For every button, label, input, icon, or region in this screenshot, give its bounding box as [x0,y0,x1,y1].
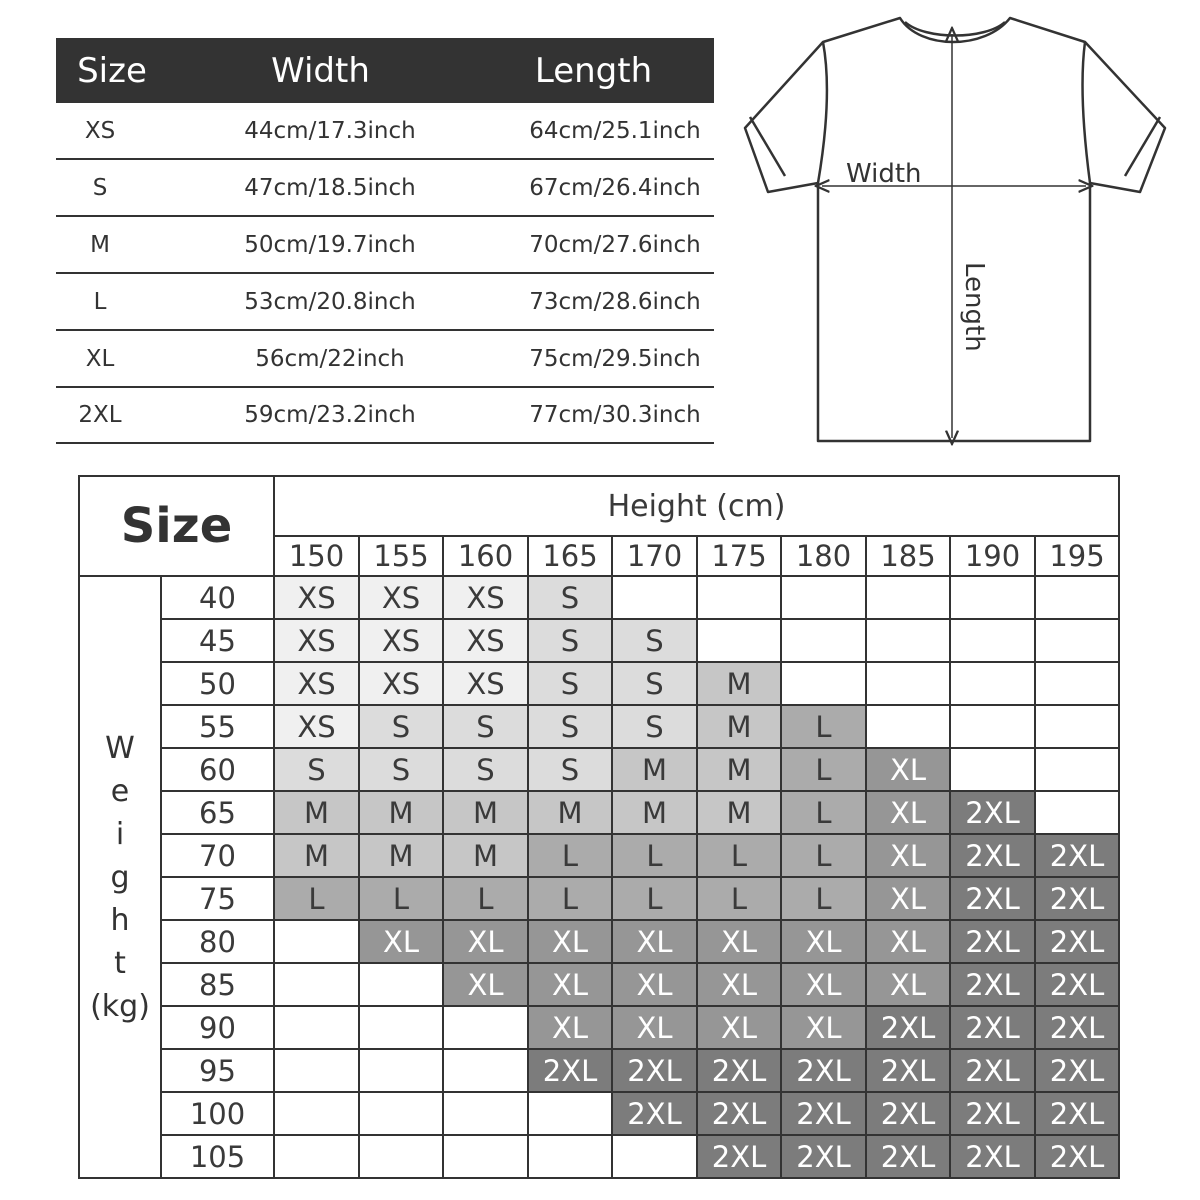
size-cell: M [443,791,528,834]
size-cell [359,963,443,1006]
weight-value: 60 [161,748,274,791]
row-length: 73cm/28.6inch [529,288,701,315]
size-cell [866,576,950,619]
size-cell: 2XL [1035,1049,1119,1092]
weight-label-char: t [114,945,126,981]
height-value: 195 [1035,536,1119,576]
height-value: 190 [950,536,1035,576]
size-cell: 2XL [697,1092,781,1135]
size-cell: S [528,576,612,619]
size-cell: XS [274,619,359,662]
measurement-row [56,274,714,331]
measurement-row [56,331,714,388]
size-cell [443,1006,528,1049]
size-cell [781,619,866,662]
size-cell: XL [528,963,612,1006]
weight-value: 85 [161,963,274,1006]
size-cell: 2XL [528,1049,612,1092]
size-cell: 2XL [781,1092,866,1135]
size-cell: L [612,834,697,877]
size-cell: 2XL [612,1049,697,1092]
size-cell: XL [443,920,528,963]
size-cell: 2XL [950,920,1035,963]
size-cell: S [528,748,612,791]
size-cell: L [781,877,866,920]
size-cell: 2XL [1035,963,1119,1006]
size-cell: 2XL [1035,1006,1119,1049]
size-cell: 2XL [1035,1092,1119,1135]
size-cell: XL [528,1006,612,1049]
size-cell [274,1092,359,1135]
size-cell [950,662,1035,705]
size-cell: XS [274,705,359,748]
size-cell [866,662,950,705]
row-width: 56cm/22inch [255,345,405,372]
size-cell: L [781,705,866,748]
height-value: 155 [359,536,443,576]
measurement-row [56,217,714,274]
row-length: 70cm/27.6inch [529,231,701,258]
size-cell: 2XL [697,1135,781,1178]
weight-row [79,1092,1119,1135]
weight-value: 45 [161,619,274,662]
weight-value: 95 [161,1049,274,1092]
weight-value: 100 [161,1092,274,1135]
size-cell: XL [781,963,866,1006]
weight-row [79,576,1119,619]
size-cell: L [697,834,781,877]
size-cell: 2XL [950,1135,1035,1178]
row-size: XS [84,117,116,144]
size-cell: M [359,834,443,877]
size-cell: L [528,834,612,877]
size-cell [781,662,866,705]
size-cell: XS [443,619,528,662]
size-cell: M [697,791,781,834]
size-cell: XS [359,576,443,619]
weight-label [79,576,161,1178]
size-cell: XL [612,963,697,1006]
size-cell [274,1006,359,1049]
size-cell: M [697,748,781,791]
size-cell [528,1092,612,1135]
weight-value: 40 [161,576,274,619]
weight-label-char: (kg) [90,988,150,1024]
size-cell: 2XL [781,1049,866,1092]
size-cell: XL [781,1006,866,1049]
size-cell: L [781,791,866,834]
size-cell: S [359,748,443,791]
size-cell [359,1135,443,1178]
row-size: 2XL [78,402,122,428]
height-title: Height (cm) [274,476,1119,536]
weight-row [79,662,1119,705]
size-cell: 2XL [950,1006,1035,1049]
size-cell: M [528,791,612,834]
height-value: 180 [781,536,866,576]
row-size: L [93,288,107,315]
size-cell [528,1135,612,1178]
size-cell [274,963,359,1006]
size-chart-corner: Size [79,476,274,576]
size-cell: XL [866,963,950,1006]
size-cell: XL [866,877,950,920]
size-cell: L [612,877,697,920]
size-cell [443,1092,528,1135]
height-value: 170 [612,536,697,576]
header-width: Width [271,50,370,91]
size-cell: L [359,877,443,920]
size-cell: L [697,877,781,920]
size-cell: 2XL [950,963,1035,1006]
size-cell: S [274,748,359,791]
row-size: XL [85,345,115,372]
size-cell [1035,576,1119,619]
width-label: Width [846,159,922,189]
size-cell: 2XL [612,1092,697,1135]
size-cell: M [274,791,359,834]
size-cell [359,1092,443,1135]
row-length: 64cm/25.1inch [529,117,701,144]
weight-value: 70 [161,834,274,877]
size-cell: 2XL [950,877,1035,920]
size-cell: XL [697,1006,781,1049]
size-cell: 2XL [781,1135,866,1178]
tshirt-diagram [740,12,1170,452]
size-cell: S [528,662,612,705]
weight-value: 55 [161,705,274,748]
weight-row [79,705,1119,748]
weight-label-char: e [110,773,130,809]
size-cell [359,1006,443,1049]
size-cell: M [359,791,443,834]
size-cell [274,920,359,963]
measurement-rows [56,103,714,444]
tshirt-outline [745,18,1165,441]
weight-row [79,1135,1119,1178]
weight-value: 80 [161,920,274,963]
weight-row [79,834,1119,877]
row-length: 77cm/30.3inch [529,402,701,428]
length-label: Length [959,262,989,352]
size-cell: S [612,662,697,705]
size-cell: M [443,834,528,877]
size-cell: XS [443,576,528,619]
row-width: 59cm/23.2inch [244,402,416,428]
size-cell [1035,748,1119,791]
size-cell [1035,791,1119,834]
size-cell: 2XL [950,791,1035,834]
weight-row [79,791,1119,834]
row-size: M [90,231,110,258]
size-cell: 2XL [697,1049,781,1092]
weight-value: 50 [161,662,274,705]
size-cell [950,705,1035,748]
size-cell [359,1049,443,1092]
size-cell: L [781,834,866,877]
size-cell [697,576,781,619]
size-cell: 2XL [1035,1135,1119,1178]
measurement-row [56,160,714,217]
measurement-table [56,38,714,444]
size-cell: L [528,877,612,920]
size-cell: M [612,748,697,791]
size-cell: XL [866,748,950,791]
size-cell: XL [866,920,950,963]
size-cell [866,619,950,662]
height-value: 160 [443,536,528,576]
weight-label-char: g [110,859,130,895]
size-cell: M [612,791,697,834]
size-cell: XL [612,1006,697,1049]
size-cell [274,1049,359,1092]
size-cell: XS [443,662,528,705]
size-cell: M [697,705,781,748]
size-cell: 2XL [1035,877,1119,920]
size-cell [950,748,1035,791]
weight-row [79,619,1119,662]
size-cell: XL [866,834,950,877]
size-cell [950,619,1035,662]
size-cell: XS [359,619,443,662]
size-cell [1035,619,1119,662]
weight-row [79,1006,1119,1049]
size-chart [78,475,1120,1179]
size-cell: XL [697,920,781,963]
size-cell: M [697,662,781,705]
size-cell: 2XL [1035,920,1119,963]
size-cell: 2XL [950,1049,1035,1092]
size-cell: XL [359,920,443,963]
size-cell [1035,705,1119,748]
size-cell: L [443,877,528,920]
weight-value: 75 [161,877,274,920]
weight-label-char: i [115,816,125,852]
weight-value: 65 [161,791,274,834]
row-width: 50cm/19.7inch [244,231,416,258]
size-cell: 2XL [866,1135,950,1178]
size-cell: XL [781,920,866,963]
measurement-row [56,388,714,444]
size-cell: XS [274,662,359,705]
size-cell: S [443,748,528,791]
weight-label-char: W [105,730,135,766]
size-cell [697,619,781,662]
size-cell: XL [443,963,528,1006]
size-cell: S [359,705,443,748]
header-length: Length [534,50,653,91]
size-cell: S [528,705,612,748]
row-width: 53cm/20.8inch [244,288,416,315]
height-value: 165 [528,536,612,576]
weight-row [79,1049,1119,1092]
measurement-table-header [56,38,714,103]
size-cell [443,1135,528,1178]
row-size: S [92,174,108,201]
size-cell: 2XL [1035,834,1119,877]
row-width: 44cm/17.3inch [244,117,416,144]
height-value: 185 [866,536,950,576]
size-cell [443,1049,528,1092]
size-cell [1035,662,1119,705]
size-cell: S [443,705,528,748]
size-cell: L [274,877,359,920]
size-cell: 2XL [950,834,1035,877]
size-cell: XL [866,791,950,834]
size-cell: S [612,705,697,748]
size-cell [612,576,697,619]
height-value: 150 [274,536,359,576]
row-length: 75cm/29.5inch [529,345,701,372]
weight-row [79,748,1119,791]
measurement-row [56,103,714,160]
size-cell: M [274,834,359,877]
row-length: 67cm/26.4inch [529,174,701,201]
size-cell [950,576,1035,619]
weight-row [79,963,1119,1006]
height-value: 175 [697,536,781,576]
weight-value: 90 [161,1006,274,1049]
size-cell: XS [359,662,443,705]
size-cell: 2XL [866,1092,950,1135]
size-cell: L [781,748,866,791]
row-width: 47cm/18.5inch [244,174,416,201]
size-cell [612,1135,697,1178]
size-cell: 2XL [866,1049,950,1092]
size-cell: XL [528,920,612,963]
size-cell: S [612,619,697,662]
size-cell [781,576,866,619]
size-cell [274,1135,359,1178]
header-size: Size [77,50,147,91]
size-cell: 2XL [950,1092,1035,1135]
size-cell: XL [697,963,781,1006]
size-cell: XS [274,576,359,619]
weight-row [79,920,1119,963]
size-cell: 2XL [866,1006,950,1049]
size-cell: XL [612,920,697,963]
size-cell: S [528,619,612,662]
weight-value: 105 [161,1135,274,1178]
weight-label-char: h [110,902,130,938]
weight-row [79,877,1119,920]
size-cell [866,705,950,748]
